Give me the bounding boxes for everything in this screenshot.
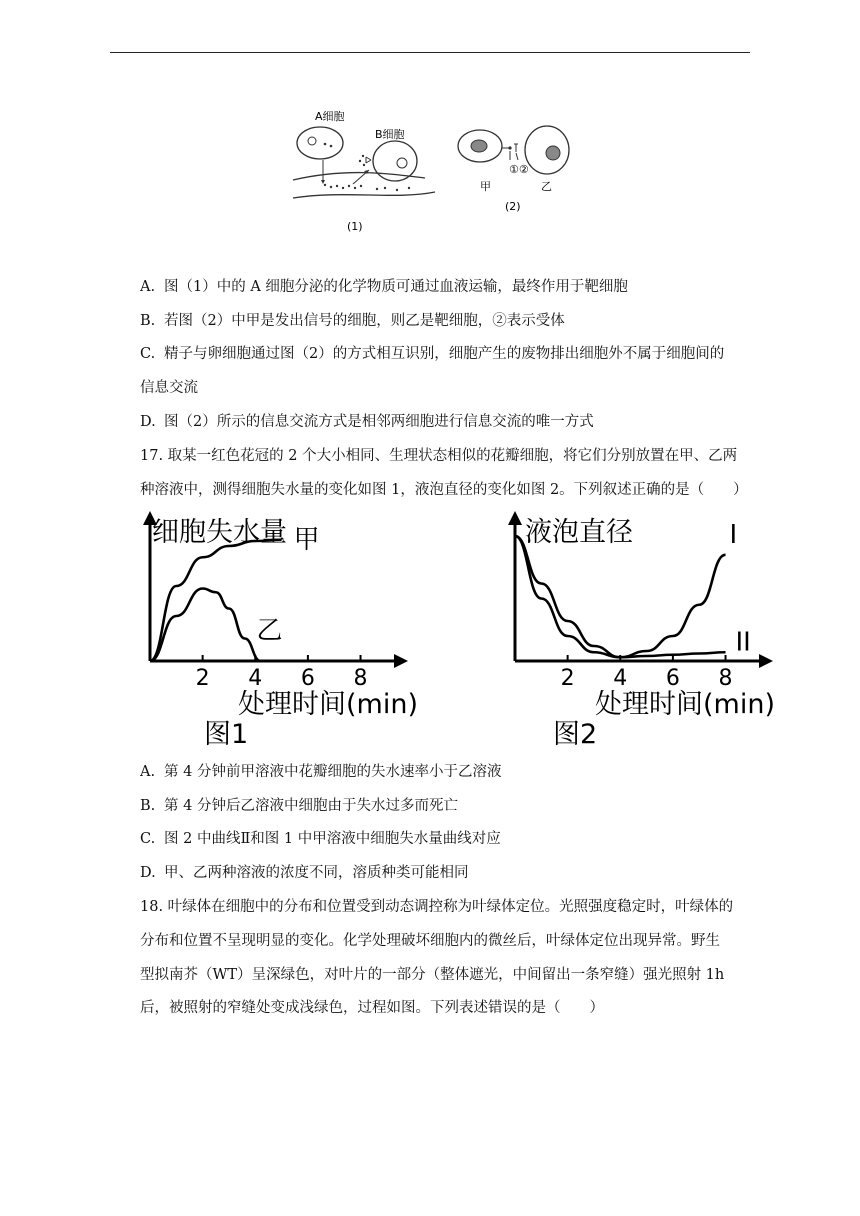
- q17-option-b: B. 第 4 分钟后乙溶液中细胞由于失水过多而死亡: [140, 798, 458, 814]
- q17-option-d: D. 甲、乙两种溶液的浓度不同，溶质种类可能相同: [140, 865, 469, 881]
- chart-fig1: [130, 505, 430, 750]
- c2-xtick-label-8: 8: [718, 666, 733, 691]
- q18-line2: 分布和位置不呈现明显的变化。化学处理破坏细胞内的微丝后，叶绿体定位出现异常。野生: [140, 933, 720, 949]
- chart2-ylabel: 液泡直径: [525, 517, 633, 548]
- label-yi: 乙: [541, 180, 552, 193]
- q17-stem-line2: 种溶液中，测得细胞失水量的变化如图 1，液泡直径的变化如图 2。下列叙述正确的是（ ）: [140, 482, 748, 498]
- cell-a-shape: [297, 127, 343, 159]
- c2-series-line-1: [515, 536, 726, 657]
- c1-xtick-label-4: 4: [248, 666, 263, 691]
- header-rule: [110, 52, 750, 53]
- c1-series-line-2: [150, 589, 261, 662]
- caption-panel1: (1): [347, 220, 363, 233]
- q17-stem-line1: 17. 取某一红色花冠的 2 个大小相同、生理状态相似的花瓣细胞，将它们分别放置在甲、乙两: [140, 448, 738, 464]
- cell-signaling-figure: [285, 98, 585, 238]
- c2-xtick-label-4: 4: [613, 666, 628, 691]
- caption-panel2: (2): [505, 200, 521, 213]
- c2-series-label-1: I: [729, 519, 738, 550]
- c2-series-label-2: II: [735, 627, 751, 658]
- c1-series-label-1: 甲: [293, 524, 320, 555]
- label-jia: 甲: [480, 180, 491, 193]
- label-cell-b: B细胞: [375, 128, 405, 141]
- chart2-xlabel: 处理时间(min): [595, 689, 775, 720]
- q18-line3: 型拟南芥（WT）呈深绿色，对叶片的一部分（整体遮光，中间留出一条窄缝）强光照射 1h: [140, 967, 725, 983]
- marks-12: ①②: [509, 163, 529, 176]
- c1-xtick-label-6: 6: [300, 666, 315, 691]
- q16-option-c: C. 精子与卵细胞通过图（2）的方式相互识别，细胞产生的废物排出细胞外不属于细胞间的: [140, 346, 725, 362]
- q18-line4: 后，被照射的窄缝处变成浅绿色，过程如图。下列表述错误的是（ ）: [140, 1000, 604, 1016]
- c1-xtick-label-2: 2: [195, 666, 210, 691]
- q16-option-b: B. 若图（2）中甲是发出信号的细胞，则乙是靶细胞，②表示受体: [140, 313, 565, 329]
- q16-option-a: A. 图（1）中的 A 细胞分泌的化学物质可通过血液运输，最终作用于靶细胞: [140, 279, 628, 295]
- c2-series-line-2: [515, 536, 726, 657]
- q16-option-c-continuation: 信息交流: [140, 380, 198, 396]
- chart-fig2: [495, 505, 795, 750]
- label-cell-a: A细胞: [315, 110, 345, 123]
- chart1-ylabel: 细胞失水量: [152, 517, 287, 548]
- q18-line1: 18. 叶绿体在细胞中的分布和位置受到动态调控称为叶绿体定位。光照强度稳定时，叶绿体的: [140, 899, 734, 915]
- c1-xtick-label-8: 8: [353, 666, 368, 691]
- c1-series-label-2: 乙: [256, 616, 283, 646]
- cell-a-nucleus: [308, 137, 316, 145]
- c2-xtick-label-2: 2: [560, 666, 575, 691]
- chart1-title: 图1: [204, 719, 249, 750]
- vessel-lower-wall: [293, 192, 435, 198]
- q17-option-a: A. 第 4 分钟前甲溶液中花瓣细胞的失水速率小于乙溶液: [140, 764, 502, 780]
- c2-xtick-label-6: 6: [665, 666, 680, 691]
- chart1-xlabel: 处理时间(min): [238, 689, 418, 720]
- q16-option-d: D. 图（2）所示的信息交流方式是相邻两细胞进行信息交流的唯一方式: [140, 414, 594, 430]
- chart2-title: 图2: [553, 719, 598, 750]
- q17-option-c: C. 图 2 中曲线Ⅱ和图 1 中甲溶液中细胞失水量曲线对应: [140, 831, 501, 847]
